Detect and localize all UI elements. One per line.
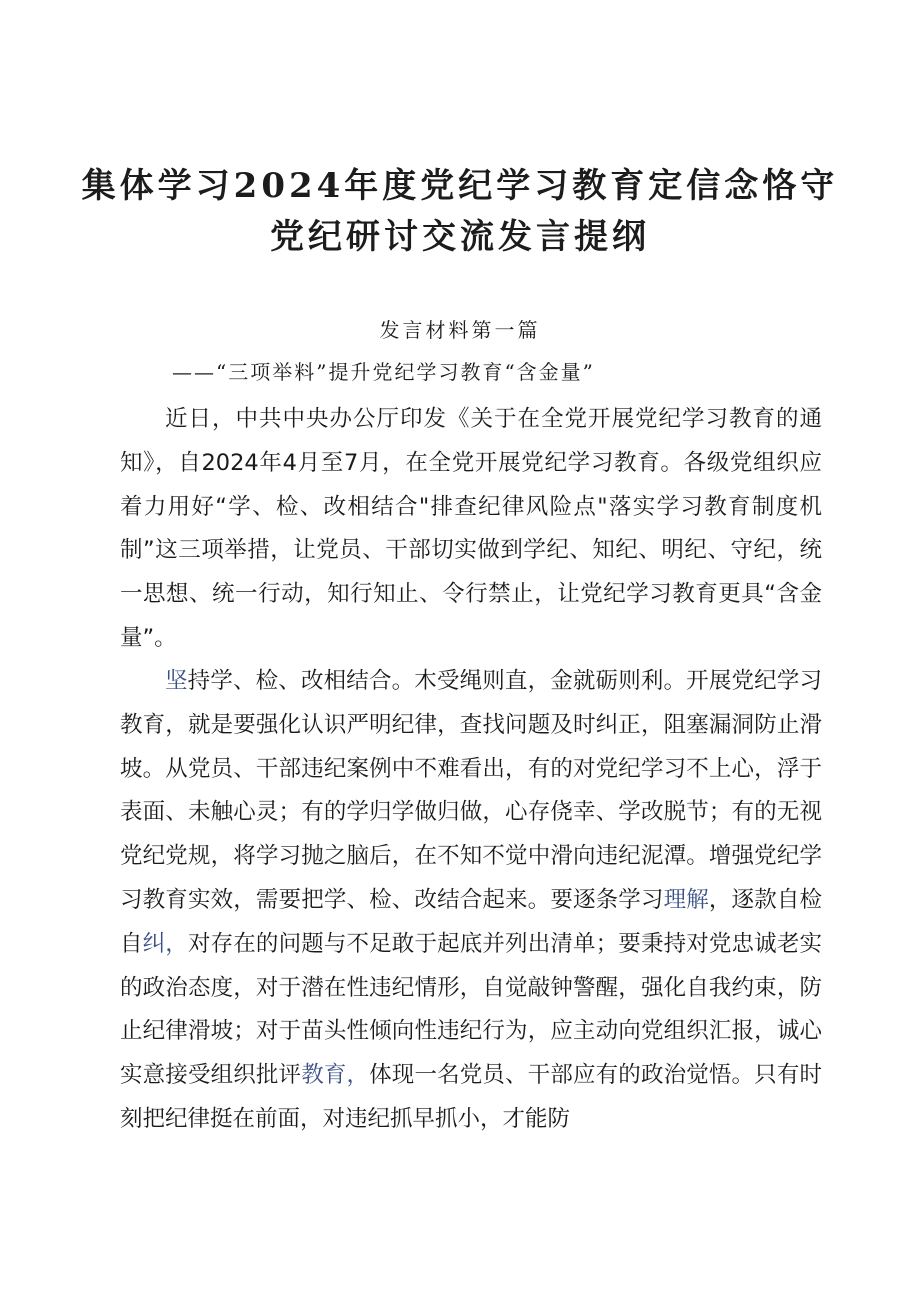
document-title-line2: 党纪研讨交流发言提纲 xyxy=(270,217,650,257)
paragraph-2 xyxy=(120,660,822,1142)
paragraph-2-text-1: 持学、检、改相结合。木受绳则直，金就砺则利。开展党纪学习教育，就是要强化认识严明纪律，查找问题及时纠正，阻塞漏洞防止滑坡。从党员、干部违纪案例中不难看出，有的对党纪学习不上心，浮于表面、未触心灵；有的学归学做归做，心存侥幸、学改脱节；有的无视党纪党规，将学习抛之脑后，在不知不觉中滑向违纪泥潭。增强党纪学习教育实效，需要把学、检、改结合起来。要逐条学习 xyxy=(120,668,822,913)
paragraph-2-highlight-1: 坚 xyxy=(165,668,188,694)
paragraph-2-text-4: 体现一名党员、干部应有的政治觉悟。只有时刻把纪律挺在前面，对违纪抓早抓小，才能防 xyxy=(120,1062,822,1132)
section-heading: 发言材料第一篇 xyxy=(379,318,541,342)
section-subtitle: ——“三项举料”提升党纪学习教育“含金量” xyxy=(172,360,595,384)
paragraph-2-highlight-4: 教育， xyxy=(301,1062,370,1089)
paragraph-1: 近日，中共中央办公厅印发《关于在全党开展党纪学习教育的通知》，自2024年4月至7月，在全党开展党纪学习教育。各级党组织应着力用好“学、检、改相结合"排查纪律风险点"落实学习教育制度机制”这三项举措，让党员、干部切实做到学纪、知纪、明纪、守纪，统一思想、统一行动，知行知止、令行禁止，让党纪学习教育更具“含金量”。 xyxy=(120,406,822,651)
paragraph-2-highlight-2: 理解 xyxy=(663,886,709,913)
paragraph-2-highlight-3: 纠， xyxy=(142,930,188,957)
paragraph-2-text-2: ，逐款自检自 xyxy=(120,886,822,957)
paragraph-2-text-3: 对存在的问题与不足敢于起底并列出清单；要秉持对党忠诚老实的政治态度，对于潜在性违纪情形，自觉敲钟警醒，强化自我约束，防止纪律滑坡；对于苗头性倾向性违纪行为，应主动向党组织汇报，诚心实意接受组织批评 xyxy=(120,930,822,1089)
document-title-line1: 集体学习2024年度党纪学习教育定信念恪守 xyxy=(81,166,839,206)
